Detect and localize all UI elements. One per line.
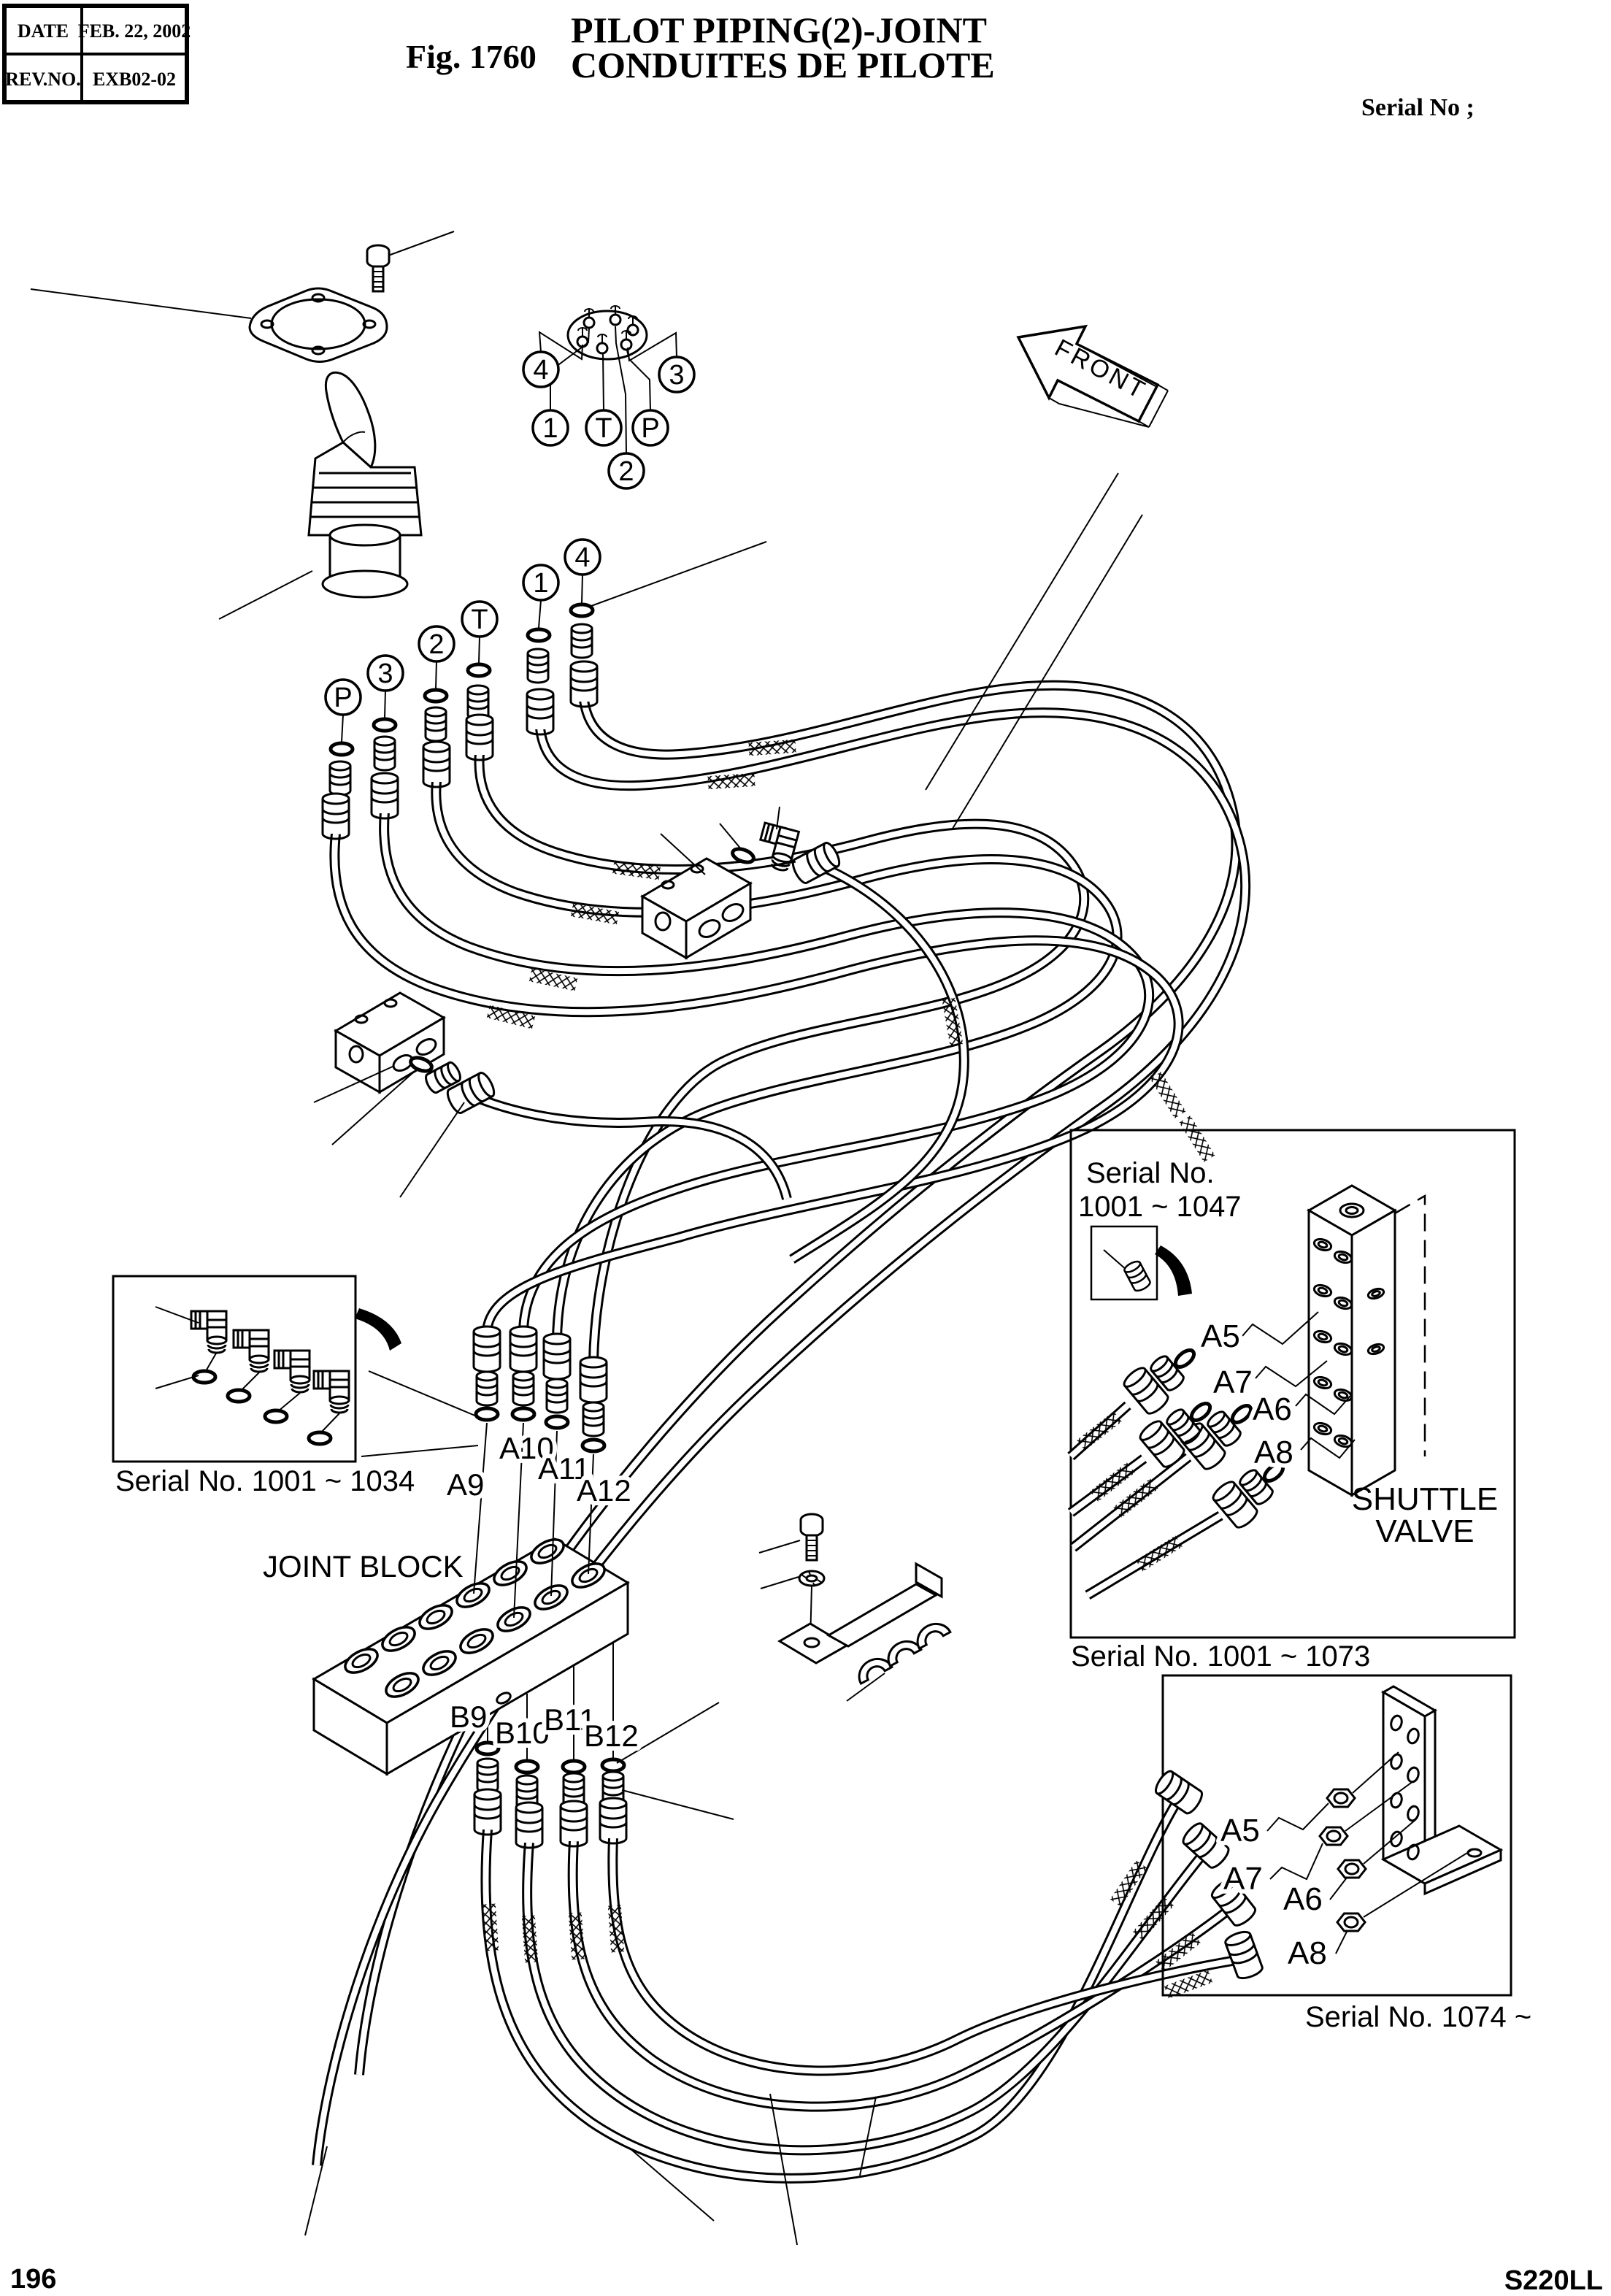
- page-number: 196: [10, 2264, 57, 2295]
- date-label: DATE: [17, 20, 69, 42]
- nut-icon: [1327, 1789, 1355, 1807]
- figure-label: Fig. 1760: [406, 38, 537, 75]
- date-value: FEB. 22, 2002: [77, 20, 191, 42]
- fitting-icon: [330, 761, 350, 795]
- inner-caption-line1: Serial No.: [1086, 1157, 1215, 1189]
- callout-3-label: 3: [669, 360, 685, 391]
- left-box-caption: Serial No. 1001 ~ 1034: [115, 1465, 415, 1497]
- shuttle-valve-label-line1: SHUTTLE: [1351, 1481, 1499, 1517]
- boot-leader-line: [219, 571, 312, 619]
- page-title-line2: CONDUITES DE PILOTE: [571, 45, 995, 85]
- right-box-caption: Serial No. 1001 ~ 1073: [1071, 1640, 1371, 1673]
- oring-icon: [563, 1761, 585, 1773]
- replacement-arrow: [1155, 1245, 1192, 1296]
- oring-icon: [583, 1440, 604, 1451]
- callout-P-mid: [326, 680, 361, 715]
- hose-end-icon: [600, 1798, 626, 1843]
- port-label-a11: A11: [538, 1451, 591, 1486]
- a9-leader-lines: [361, 1371, 478, 1456]
- fitting-icon: [572, 624, 592, 658]
- oring-icon: [265, 1410, 287, 1422]
- hose-end-icon: [516, 1802, 542, 1848]
- callout-connector: [603, 354, 604, 410]
- port-label-a6-shuttle: A6: [1253, 1391, 1292, 1427]
- hose-end-icon: [561, 1801, 587, 1846]
- fitting-icon: [583, 1402, 604, 1436]
- elbow-fitting-icon: [191, 1311, 226, 1353]
- bolt-leader-line: [388, 231, 454, 256]
- hose-end-icon: [510, 1326, 537, 1372]
- base-flange: [323, 571, 407, 597]
- callout-2-mid: [419, 626, 454, 661]
- port-label-b9: B9: [450, 1700, 488, 1734]
- bracket-label-zigzags: [1267, 1803, 1347, 1954]
- hose-leader-lines: [591, 473, 1142, 829]
- oring-icon: [571, 604, 593, 616]
- joint-block-label: JOINT BLOCK: [263, 1549, 464, 1583]
- port-label-a8-shuttle: A8: [1254, 1435, 1293, 1470]
- port-stem-icon: [597, 334, 607, 353]
- nut-icon: [1338, 1860, 1366, 1878]
- washer-icon: [799, 1571, 824, 1586]
- hose-end-icon: [423, 742, 450, 787]
- topview-callouts: [523, 306, 694, 488]
- fitting-icon: [426, 707, 446, 741]
- callout-2-mid-label: 2: [428, 629, 445, 660]
- port-label-a6-bracket: A6: [1283, 1881, 1323, 1917]
- left-serial-box: [113, 1276, 415, 1497]
- front-arrow: [1018, 326, 1168, 427]
- oring-icon: [468, 664, 490, 676]
- port-label-a5-shuttle: A5: [1201, 1318, 1240, 1354]
- hose-clamp-icon: [912, 1618, 950, 1648]
- oring-icon: [309, 1432, 331, 1444]
- callout-P: [633, 410, 668, 445]
- joystick-assembly: [31, 231, 454, 619]
- hose-end-icon: [372, 773, 398, 818]
- callout-T-label: T: [595, 413, 612, 444]
- hose-end-icon: [527, 689, 553, 734]
- fitting-icon: [528, 649, 548, 683]
- port-label-b11: B11: [544, 1702, 596, 1737]
- callout-4-mid: [565, 540, 600, 575]
- fitting-icon: [547, 1379, 567, 1413]
- bolt-icon: [801, 1514, 823, 1560]
- port-label-a10: A10: [499, 1431, 554, 1465]
- bracket-box-caption: Serial No. 1074 ~: [1305, 2001, 1532, 2033]
- hose-clamp-icon: [883, 1635, 921, 1666]
- callout-P-label: P: [641, 413, 660, 444]
- port-label-a8-bracket: A8: [1288, 1935, 1327, 1971]
- oring-icon: [516, 1761, 538, 1773]
- fitting-icon: [1123, 1259, 1151, 1293]
- replacement-arrow: [355, 1308, 401, 1351]
- callout-2-label: 2: [618, 456, 634, 487]
- oring-icon: [374, 719, 396, 731]
- callout-P-mid-label: P: [334, 683, 353, 713]
- port-label-a12: A12: [577, 1473, 631, 1508]
- port-label-b10: B10: [495, 1716, 550, 1750]
- header: [4, 6, 1474, 121]
- hose-end-icon: [544, 1334, 570, 1379]
- elbow-fitting-icon: [314, 1371, 349, 1413]
- hose-end-icon: [580, 1357, 607, 1402]
- manifold-block-2: [314, 993, 497, 1197]
- clamp-leader-lines: [759, 1540, 800, 1589]
- callout-3: [659, 357, 694, 392]
- shuttle-right-face: [1352, 1210, 1395, 1495]
- callout-1-mid-label: 1: [533, 568, 549, 599]
- callout-4-mid-label: 4: [574, 542, 591, 573]
- shuttle-valve-panel: [1071, 1130, 1515, 1673]
- oring-icon: [193, 1371, 215, 1383]
- hose-end-icon: [466, 715, 493, 760]
- port-label-b12: B12: [584, 1719, 639, 1753]
- rev-label: REV.NO.: [5, 69, 81, 90]
- hose-end-icon: [323, 794, 349, 839]
- inner-caption-line2: 1001 ~ 1047: [1078, 1191, 1242, 1223]
- hose-end-icon: [474, 1326, 500, 1372]
- port-label-a7-shuttle: A7: [1213, 1364, 1253, 1400]
- callout-3-mid: [368, 656, 403, 691]
- page-title-line1: PILOT PIPING(2)-JOINT: [571, 9, 987, 50]
- elbow-fitting-icon: [234, 1330, 269, 1372]
- inner-box-leader: [1104, 1250, 1127, 1270]
- oring-icon: [528, 629, 550, 641]
- shuttle-valve-label-line2: VALVE: [1375, 1513, 1474, 1549]
- callout-3-mid-label: 3: [377, 659, 393, 689]
- port-label-a5-bracket: A5: [1220, 1813, 1260, 1848]
- rev-value: EXB02-02: [92, 69, 177, 90]
- callout-1-mid: [523, 565, 558, 600]
- hose-B12-core: [612, 1838, 1241, 2070]
- hose-B12: [612, 1838, 1241, 2070]
- port-label-a7-bracket: A7: [1223, 1861, 1263, 1897]
- oring-icon: [476, 1408, 498, 1420]
- callout-4: [523, 352, 558, 387]
- gasket-leader-line: [31, 289, 251, 318]
- oring-icon: [425, 690, 447, 702]
- front-arrow-label: FRONT: [1050, 334, 1152, 406]
- inner-box-border: [1091, 1226, 1157, 1299]
- callout-T-mid-label: T: [471, 604, 488, 635]
- port-label-a9: A9: [447, 1467, 485, 1502]
- hose-clamp-icon: [853, 1653, 892, 1683]
- port-stem-icon: [610, 306, 620, 325]
- callout-2: [609, 453, 644, 488]
- model-code: S220LL: [1504, 2265, 1603, 2296]
- fitting-icon: [374, 737, 395, 770]
- oring-icon: [228, 1390, 250, 1402]
- callout-connector: [628, 333, 677, 361]
- shuttle-hidden-edges: [1395, 1196, 1425, 1456]
- base-cylinder-top: [330, 525, 400, 545]
- hose-end-icon: [1153, 1769, 1205, 1816]
- hose-end-icon: [474, 1789, 501, 1835]
- hose-end-icon: [571, 661, 597, 707]
- fitting-icon: [477, 1372, 497, 1405]
- nut-icon: [1337, 1913, 1365, 1931]
- oring-icon: [546, 1416, 568, 1428]
- hose-end-icon: [1223, 1930, 1264, 1981]
- callout-1: [533, 410, 568, 445]
- footer: [10, 2264, 1603, 2296]
- serial-note: Serial No ;: [1361, 94, 1474, 121]
- fitting-icon: [513, 1372, 534, 1405]
- callout-T-mid: [462, 602, 497, 637]
- nut-icon: [1320, 1827, 1347, 1845]
- bolt-icon: [367, 245, 389, 291]
- oring-icon: [1229, 1402, 1253, 1426]
- callout-4-label: 4: [533, 355, 549, 385]
- oring-icon: [512, 1408, 534, 1420]
- elbow-fitting-icon: [274, 1351, 309, 1392]
- oring-icon: [331, 743, 353, 755]
- fitting-icon: [477, 1759, 498, 1792]
- callout-1-label: 1: [542, 413, 558, 444]
- oring-icon: [1172, 1347, 1196, 1370]
- clamp-assembly: [759, 1514, 950, 1701]
- manifold-block-1: [642, 807, 842, 958]
- callout-T: [586, 410, 621, 445]
